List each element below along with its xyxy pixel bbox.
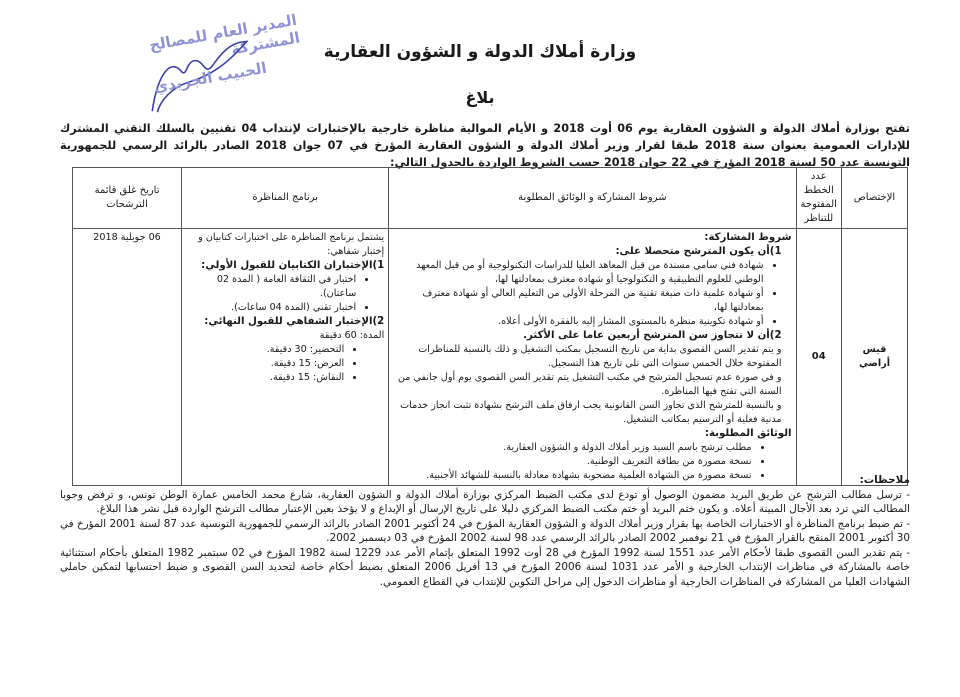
condition-2-paragraph: و بالنسبة للمترشح الذي تجاوز السن القانونية يجب ارفاق ملف الترشح بشهادة تثبت انجاز خدمات مدنية فعلية أو الترسيم بمكاتب التشغيل.: [400, 400, 782, 425]
list-item: • أو شهادة علمية ذات صبغة تقنية من المرحلة الأولى من التعليم العالي أو شهادة معترف بمعادلتها لها،: [393, 287, 763, 315]
positions-cell: 04: [796, 229, 841, 486]
condition-1-list: [393, 259, 781, 329]
conditions-title: شروط المشاركة:: [704, 232, 792, 243]
header-closing-date: تاريخ غلق قائمة الترشحات: [73, 168, 182, 229]
oral-exam-list: [186, 343, 384, 385]
condition-1-title: 1)أن يكون المترشح متحصلا على:: [615, 246, 782, 257]
header-positions: عدد الخطط المفتوحة للتناظر: [796, 168, 841, 229]
list-item: • نسخة مصورة من الشهادة العلمية مصحوبة بشهادة معادلة بالنسبة للشهائد الأجنبية.: [393, 469, 751, 483]
note-item: - يتم تقدير السن القصوى طبقا لأحكام الأمر عدد 1551 لسنة 1992 المؤرخ في 28 أوت 1992 المتعلق بإتمام الأمر عدد 1229 لسنة 1982 المؤرخ في 02 سبتمبر 1982 المتعلق بأحكام استثنائية خاصة بالمشاركة في مناظرات الإنتداب الخارجية و الأمر عدد 1031 لسنة 2006 المؤرخ في 13 أفريل 2006 المتعلق بضبط أحكام خاصة لتحديد السن القصوى و ضبط احتسابها لتمكين حاملي الشهادات العليا من المشاركة في المناظرات الخارجية أو مناظرات الدخول إلى مراحل التكوين للإنتداب في القطاع العمومي.: [60, 546, 910, 588]
header-program: برنامج المناظرة: [182, 168, 389, 229]
list-item: • العرض: 15 دقيقة.: [186, 357, 344, 371]
list-item: • التحضير: 30 دقيقة.: [186, 343, 344, 357]
header-conditions: شروط المشاركة و الوثائق المطلوبة: [389, 168, 796, 229]
note-item: - ترسل مطالب الترشح عن طريق البريد مضمون الوصول أو تودع لدى مكتب الضبط المركزي بوزارة أملاك الدولة و الشؤون العقارية، شارع محمد الخامس عمارة الوطن تونس، و ترفض وجوبا المطالب التي ترد بعد الأجال المبينة أعلاه. و يكون ختم البريد أو ختم مكتب الضبط المركزي دليلا على تاريخ الإرسال أو الإيداع و لا يؤخذ بعين الإعتبار مطالب الترشح الواردة قبل نشر هذا البلاغ.: [60, 488, 910, 515]
condition-2-title: 2)أن لا تتجاوز سن المترشح أربعين عاما على الأكثر.: [523, 330, 782, 341]
ministry-title: وزارة أملاك الدولة و الشؤون العقارية: [323, 42, 637, 62]
written-exams-title: 1)الإختباران الكتابيان للقبول الأولي:: [201, 260, 385, 271]
intro-paragraph: تفتح بوزارة أملاك الدولة و الشؤون العقارية يوم 06 أوت 2018 و الأيام الموالية مناظرة خارجية بالإختبارات لإنتداب 04 تقنيين بالسلك التقني المشترك للإدارات العمومية بعنوان سنة 2018 طبقا لقرار وزير أملاك الدولة و الشؤون العقارية المؤرخ في 07 جوان 2018 الصادر بالرائد الرسمي للجمهورية التونسية عدد 50 لسنة 2018 المؤرخ في 22 جوان 2018 حسب الشروط الواردة بالجدول التالي:: [60, 122, 910, 169]
list-item: • شهادة فني سامي مسندة من قبل المعاهد العليا للدراسات التكنولوجية أو من قبل المعهد الوطني للعلوم التطبيقية و التكنولوجيا أو شهادة معترف بمعادلتها لها،: [393, 259, 763, 287]
stamp-title: المدير العام للمصالح المشتركة: [147, 10, 302, 59]
header-specialty: الإختصاص: [841, 168, 907, 229]
notes-section: [60, 473, 910, 589]
oral-duration: المدة: 60 دقيقة: [319, 330, 385, 341]
competition-table: [72, 167, 908, 486]
note-item: - تم ضبط برنامج المناظرة أو الاختبارات الخاصة بها بقرار وزير أملاك الدولة و الشؤون العقارية المؤرخ في 24 أكتوبر 2001 الصادر بالرائد الرسمي للجمهورية التونسية عدد 87 لسنة 2001 المؤرخ في 30 أكتوبر 2001 المنقح بالقرار المؤرخ في 21 نوفمبر 2002 الصادر بالرائد الرسمي عدد 98 لسنة 2002 المؤرخ في 03 ديسمبر 2002.: [60, 517, 911, 544]
list-item: • نسخة مصورة من بطاقة التعريف الوطنية.: [393, 455, 751, 469]
conditions-cell: [389, 229, 796, 486]
program-cell: [182, 229, 389, 486]
list-item: • النقاش: 15 دقيقة.: [186, 371, 344, 385]
specialty-cell: قيس أراضي: [841, 229, 907, 486]
list-item: • مطلب ترشح باسم السيد وزير أملاك الدولة و الشؤون العقارية.: [393, 441, 751, 455]
oral-exam-title: 2)الإختبار الشفاهي للقبول النهائي:: [204, 316, 385, 327]
stamp-name: الحبيب الجريدي: [152, 58, 268, 97]
program-intro: يشتمل برنامج المناظرة على اختبارات كتابيان و إختبار شفاهي:: [198, 232, 385, 257]
notes-title: ملاحظات:: [859, 474, 910, 486]
documents-title: الوثائق المطلوبة:: [704, 428, 792, 439]
condition-2-paragraph: و يتم تقدير السن القصوى بداية من تاريخ التسجيل بمكتب التشغيل و ذلك بالنسبة للمناظرات المفتوحة خلال الخمس سنوات التي تلي تاريخ هذا التسجيل.: [418, 344, 782, 369]
announcement-title: بلاغ: [465, 88, 495, 107]
condition-2-paragraph: و في صورة عدم تسجيل المترشح في مكتب التشغيل يتم تقدير السن القصوى يوم أول جانفي من السنة التي تفتح فيها المناظرة.: [397, 372, 782, 397]
list-item: • اختبار في الثقافة العامة ( المدة 02 ساعتان).: [186, 273, 356, 301]
official-stamp-signature: [80, 7, 322, 136]
list-item: • اختبار تقني (المدة 04 ساعات).: [186, 301, 356, 315]
written-exams-list: [186, 273, 384, 315]
list-item: • أو شهادة تكوينية منظرة بالمستوى المشار إليه بالفقرة الأولى أعلاه.: [393, 315, 763, 329]
closing-date-cell: 06 جويلية 2018: [73, 229, 182, 486]
table-row: [73, 229, 908, 486]
table-header-row: [73, 168, 908, 229]
